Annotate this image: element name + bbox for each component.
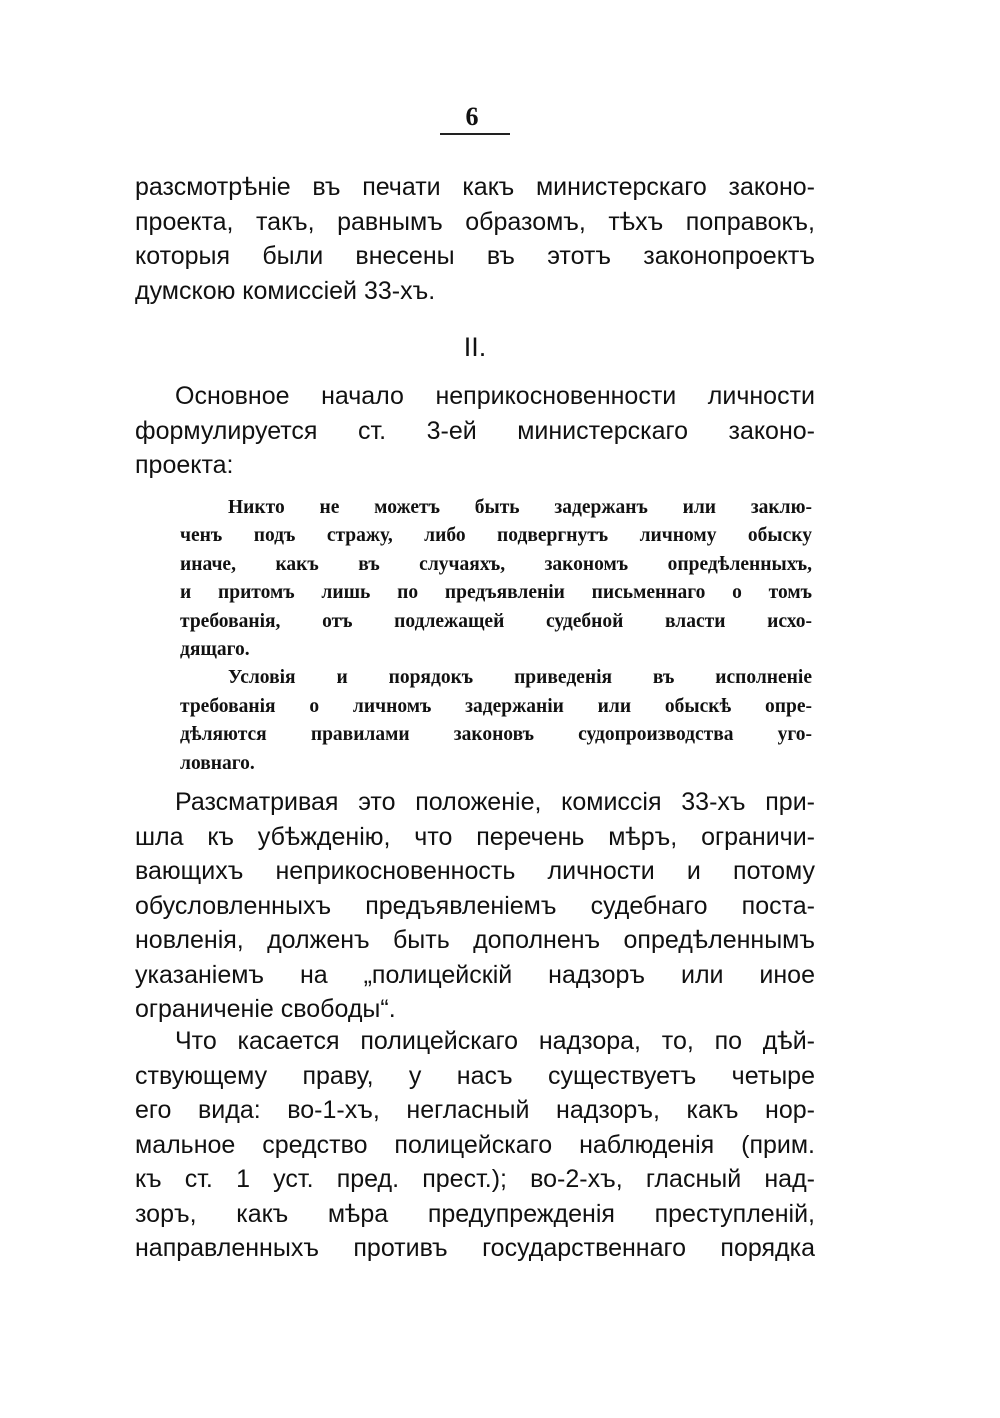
quote-line: требованія, отъ подлежащей судебной власти исхо- [180,610,812,632]
text-line: указаніемъ на „полицейскій надзоръ или иное [135,960,815,989]
quoted-article [180,494,812,778]
paragraph-2 [135,785,815,1027]
text-line: Разсматривая это положеніе, комиссія 33-хъ при- [175,788,815,816]
text-line: Основное начало неприкосновенности личности [175,382,815,410]
text-line: направленныхъ противъ государственнаго порядка [135,1234,815,1262]
text-line: думскою комиссіей 33-хъ. [135,276,436,305]
quote-line: и притомъ лишь по предъявленіи письменнаго о томъ [180,582,812,604]
paragraph-3 [135,1024,815,1266]
text-line: проекта: [135,451,234,479]
paragraph-1 [135,379,815,483]
quote-line: ловнаго. [180,752,255,774]
quote-line: требованія о личномъ задержаніи или обыскѣ опре- [180,695,812,717]
text-line: ствующему праву, у насъ существуетъ четыре [135,1061,815,1090]
intro-paragraph [135,170,815,308]
quote-line: иначе, какъ въ случаяхъ, закономъ опредѣленныхъ, [180,553,812,575]
quote-line: ченъ подъ стражу, либо подвергнутъ личному обыску [180,525,812,547]
text-line: къ ст. 1 уст. пред. прест.); во-2-хъ, гласный над- [135,1165,815,1193]
text-line: зоръ, какъ мѣра предупрежденія преступленій, [135,1199,815,1228]
text-line: формулируется ст. 3-ей министерскаго законо- [135,416,815,445]
text-line: вающихъ неприкосновенность личности и потому [135,857,815,885]
text-line: мальное средство полицейскаго наблюденія (прим. [135,1130,815,1159]
page-number-rule [440,133,510,135]
quote-line: дѣляются правилами законовъ судопроизводства уго- [180,724,812,746]
text-line: шла къ убѣжденію, что перечень мѣръ, ограничи- [135,822,815,851]
text-line: которыя были внесены въ этотъ законопроектъ [135,242,815,270]
page-number: 6 [465,102,479,131]
text-line: новленія, долженъ быть дополненъ опредѣленнымъ [135,926,815,954]
text-line: Что касается полицейскаго надзора, то, по дѣй- [175,1027,815,1055]
section-heading: II. [463,332,487,362]
text-line: обусловленныхъ предъявленіемъ судебнаго поста- [135,891,815,920]
text-line: его вида: во-1-хъ, негласный надзоръ, какъ нор- [135,1096,815,1124]
quote-line: Условія и порядокъ приведенія въ исполненіе [228,667,812,689]
text-line: ограниченіе свободы“. [135,995,396,1023]
quote-line: Никто не можетъ быть задержанъ или заклю- [228,497,812,518]
text-line: проекта, такъ, равнымъ образомъ, тѣхъ поправокъ, [135,207,815,236]
quote-line: дящаго. [180,638,250,660]
text-line: разсмотрѣніе въ печати какъ министерскаго законо- [135,173,815,201]
